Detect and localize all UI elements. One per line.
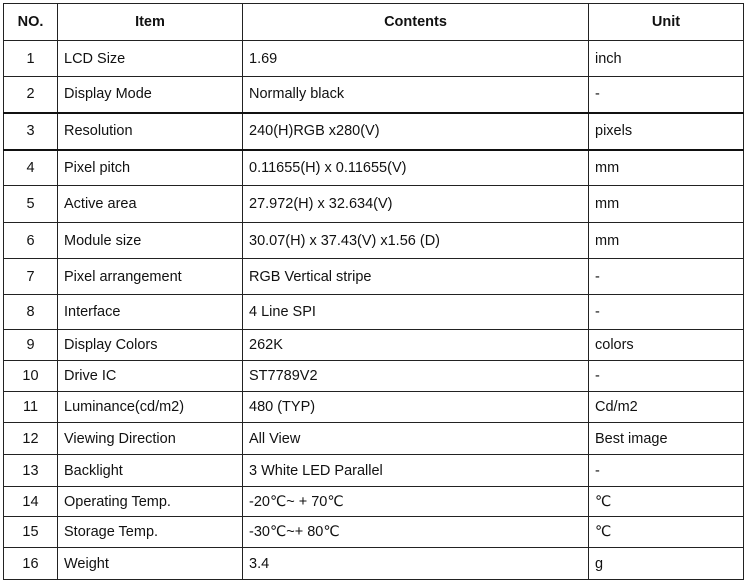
row-item: Pixel arrangement xyxy=(58,259,243,295)
row-no: 16 xyxy=(4,548,58,580)
row-contents: ST7789V2 xyxy=(243,361,589,392)
row-contents: -20℃~ + 70℃ xyxy=(243,487,589,517)
row-no: 8 xyxy=(4,295,58,330)
row-contents: -30℃~+ 80℃ xyxy=(243,517,589,548)
row-item: Drive IC xyxy=(58,361,243,392)
table-row xyxy=(4,113,744,150)
row-item: LCD Size xyxy=(58,41,243,77)
row-unit: ℃ xyxy=(589,517,744,548)
table-row xyxy=(4,150,744,186)
table-row xyxy=(4,487,744,517)
row-contents: 1.69 xyxy=(243,41,589,77)
row-no: 11 xyxy=(4,392,58,423)
row-item: Display Colors xyxy=(58,330,243,361)
table-row xyxy=(4,41,744,77)
row-item: Resolution xyxy=(58,113,243,150)
row-unit: - xyxy=(589,77,744,113)
row-contents: Normally black xyxy=(243,77,589,113)
row-unit: mm xyxy=(589,150,744,186)
row-unit: - xyxy=(589,361,744,392)
table-row xyxy=(4,517,744,548)
table-row xyxy=(4,361,744,392)
row-no: 13 xyxy=(4,455,58,487)
header-unit: Unit xyxy=(589,4,744,41)
row-unit: Best image xyxy=(589,423,744,455)
table-row xyxy=(4,223,744,259)
row-contents: 4 Line SPI xyxy=(243,295,589,330)
row-no: 4 xyxy=(4,150,58,186)
header-row xyxy=(4,4,744,41)
row-contents: RGB Vertical stripe xyxy=(243,259,589,295)
row-unit: g xyxy=(589,548,744,580)
row-contents: All View xyxy=(243,423,589,455)
table-row xyxy=(4,423,744,455)
row-contents: 480 (TYP) xyxy=(243,392,589,423)
row-item: Active area xyxy=(58,186,243,223)
table-row xyxy=(4,295,744,330)
row-no: 14 xyxy=(4,487,58,517)
row-no: 5 xyxy=(4,186,58,223)
row-no: 3 xyxy=(4,113,58,150)
header-contents: Contents xyxy=(243,4,589,41)
table-row xyxy=(4,77,744,113)
table-row xyxy=(4,392,744,423)
row-item: Viewing Direction xyxy=(58,423,243,455)
row-item: Pixel pitch xyxy=(58,150,243,186)
row-contents: 30.07(H) x 37.43(V) x1.56 (D) xyxy=(243,223,589,259)
row-item: Module size xyxy=(58,223,243,259)
row-unit: colors xyxy=(589,330,744,361)
row-contents: 3 White LED Parallel xyxy=(243,455,589,487)
row-contents: 3.4 xyxy=(243,548,589,580)
row-unit: - xyxy=(589,259,744,295)
row-item: Storage Temp. xyxy=(58,517,243,548)
row-item: Interface xyxy=(58,295,243,330)
row-contents: 240(H)RGB x280(V) xyxy=(243,113,589,150)
header-item: Item xyxy=(58,4,243,41)
row-contents: 27.972(H) x 32.634(V) xyxy=(243,186,589,223)
spec-table xyxy=(3,3,744,580)
table-row xyxy=(4,186,744,223)
row-unit: inch xyxy=(589,41,744,77)
row-item: Display Mode xyxy=(58,77,243,113)
row-item: Backlight xyxy=(58,455,243,487)
table-row xyxy=(4,259,744,295)
row-no: 1 xyxy=(4,41,58,77)
row-item: Weight xyxy=(58,548,243,580)
table-row xyxy=(4,548,744,580)
row-no: 12 xyxy=(4,423,58,455)
row-unit: mm xyxy=(589,186,744,223)
row-no: 7 xyxy=(4,259,58,295)
row-no: 6 xyxy=(4,223,58,259)
row-unit: - xyxy=(589,455,744,487)
row-unit: pixels xyxy=(589,113,744,150)
table-row xyxy=(4,330,744,361)
table-row xyxy=(4,455,744,487)
row-no: 15 xyxy=(4,517,58,548)
row-no: 2 xyxy=(4,77,58,113)
row-unit: ℃ xyxy=(589,487,744,517)
header-no: NO. xyxy=(4,4,58,41)
row-item: Operating Temp. xyxy=(58,487,243,517)
row-contents: 0.11655(H) x 0.11655(V) xyxy=(243,150,589,186)
row-contents: 262K xyxy=(243,330,589,361)
row-unit: Cd/m2 xyxy=(589,392,744,423)
row-item: Luminance(cd/m2) xyxy=(58,392,243,423)
row-no: 9 xyxy=(4,330,58,361)
row-unit: - xyxy=(589,295,744,330)
row-unit: mm xyxy=(589,223,744,259)
row-no: 10 xyxy=(4,361,58,392)
